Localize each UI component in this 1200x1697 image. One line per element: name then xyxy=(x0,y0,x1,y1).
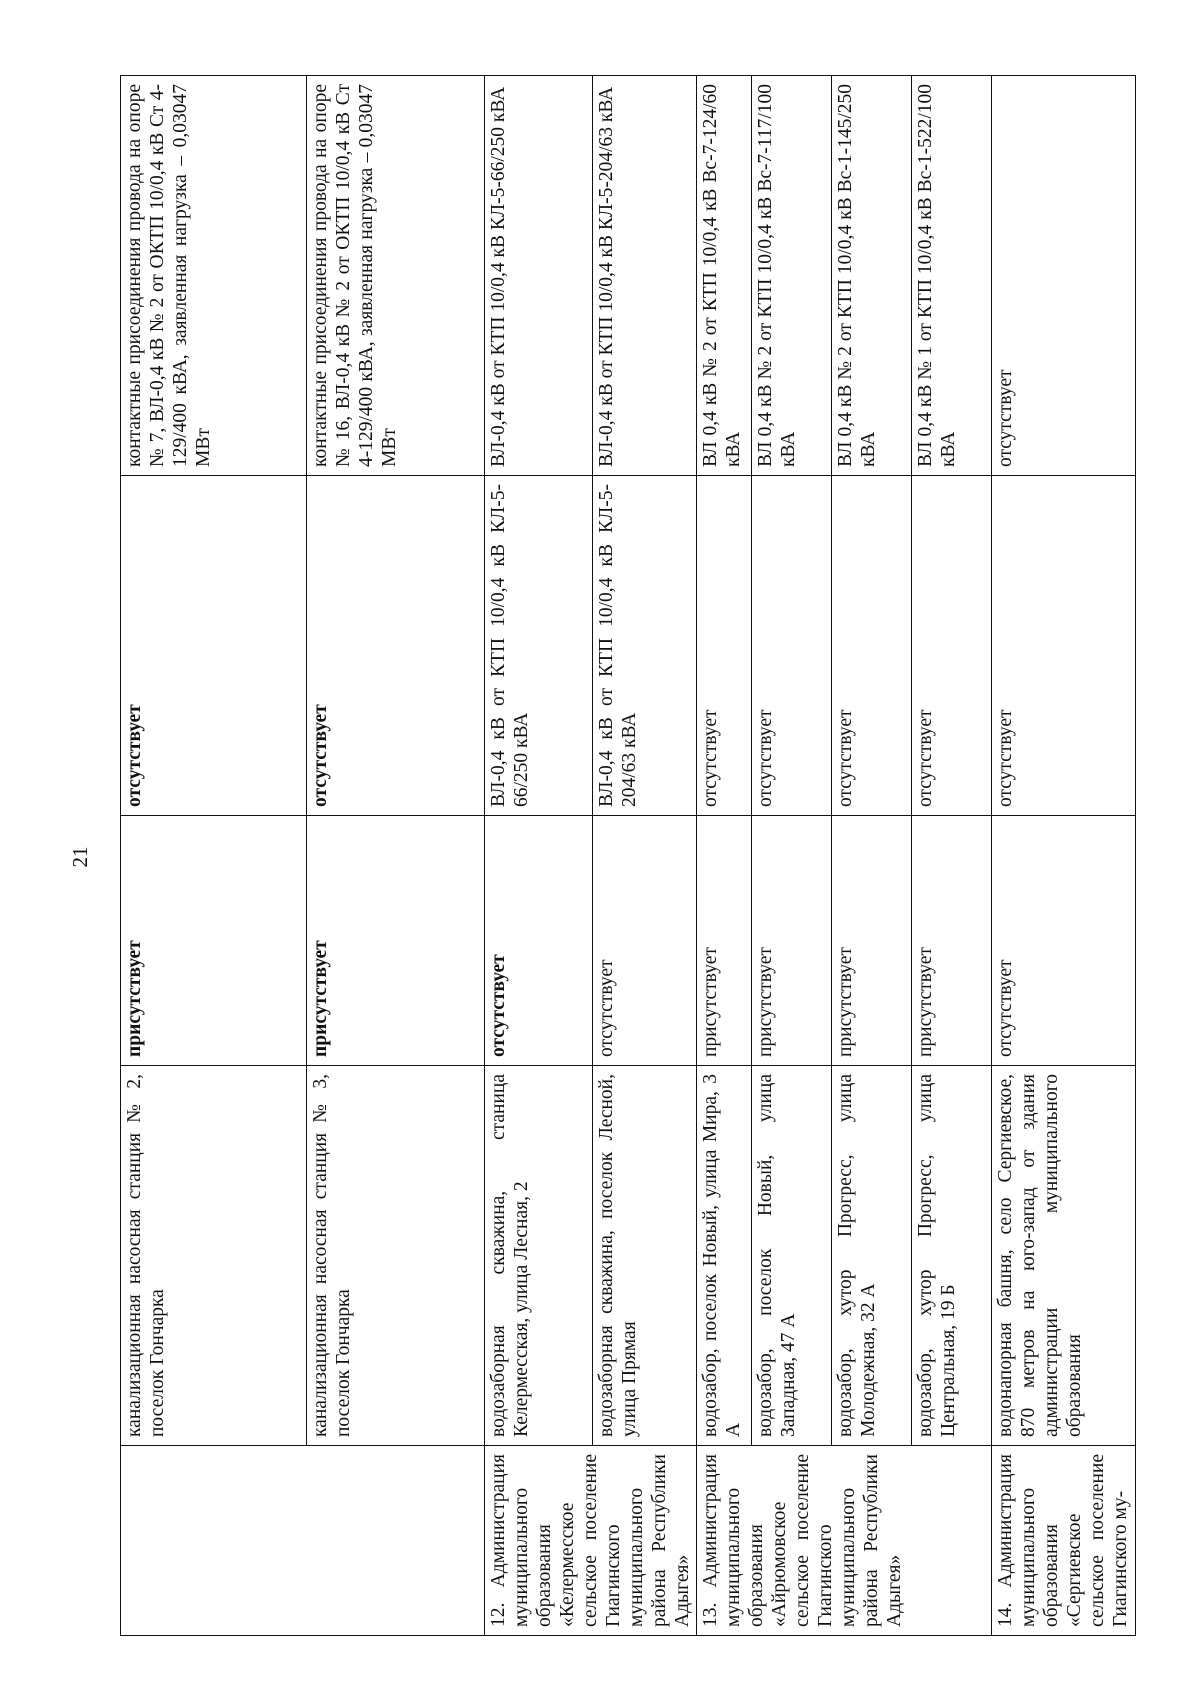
cell-contacts: контактные присоединения провода на опоре № 7, ВЛ-0,4 кВ № 2 от ОКТП 10/0,4 кВ Ст 4-129/400 кВА, заявленная нагрузка – 0,03047 МВт xyxy=(121,76,307,476)
cell-source-connection: отсутствует xyxy=(912,476,992,816)
cell-contacts: ВЛ 0,4 кВ № 1 от КТП 10/0,4 кВ Вс-1-522/100 кВА xyxy=(912,76,992,476)
cell-contacts: ВЛ-0,4 кВ от КТП 10/0,4 кВ КЛ-5-66/250 кВА xyxy=(485,76,593,476)
cell-object: водозаборная скважина, поселок Лесной, улица Прямая xyxy=(593,1066,697,1446)
table-row xyxy=(832,76,912,1636)
cell-source-connection: отсутствует xyxy=(992,476,1136,816)
table-row xyxy=(121,76,307,1636)
table-row xyxy=(307,76,485,1636)
cell-org: 13. Администрация муниципального образования «Айрюмовское сельское поселение Гиагинского муниципального района Республики Адыгея» xyxy=(697,1446,992,1636)
cell-presence: отсутствует xyxy=(485,816,593,1066)
cell-contacts: контактные присоединения провода на опоре № 16, ВЛ-0,4 кВ № 2 от ОКТП 10/0,4 кВ Ст 4-129/400 кВА, заявленная нагрузка – 0,03047 МВт xyxy=(307,76,485,476)
cell-object: водозаборная скважина, станица Келермесская, улица Лесная, 2 xyxy=(485,1066,593,1446)
cell-source-connection: отсутствует xyxy=(307,476,485,816)
cell-presence: отсутствует xyxy=(593,816,697,1066)
cell-object: водозабор, хутор Прогресс, улица Центральная, 19 Б xyxy=(912,1066,992,1446)
cell-presence: присутствует xyxy=(752,816,832,1066)
cell-source-connection: ВЛ-0,4 кВ от КТП 10/0,4 кВ КЛ-5-204/63 кВА xyxy=(593,476,697,816)
table-row xyxy=(912,76,992,1636)
cell-presence: отсутствует xyxy=(992,816,1136,1066)
cell-contacts: ВЛ-0,4 кВ от КТП 10/0,4 кВ КЛ-5-204/63 кВА xyxy=(593,76,697,476)
cell-source-connection: отсутствует xyxy=(697,476,752,816)
cell-contacts: ВЛ 0,4 кВ № 2 от КТП 10/0,4 кВ Вс-7-117/100 кВА xyxy=(752,76,832,476)
cell-object: канализационная насосная станция № 2, поселок Гончарка xyxy=(121,1066,307,1446)
cell-org: 14. Администрация муниципального образования «Сергиевское сельское поселение Гиагинского му- xyxy=(992,1446,1136,1636)
page-number: 21 xyxy=(68,846,92,868)
table-row xyxy=(593,76,697,1636)
table-row xyxy=(697,76,752,1636)
cell-presence: присутствует xyxy=(307,816,485,1066)
cell-presence: присутствует xyxy=(832,816,912,1066)
cell-org xyxy=(121,1446,485,1636)
cell-presence: присутствует xyxy=(121,816,307,1066)
cell-contacts: отсутствует xyxy=(992,76,1136,476)
cell-source-connection: ВЛ-0,4 кВ от КТП 10/0,4 кВ КЛ-5-66/250 кВА xyxy=(485,476,593,816)
cell-contacts: ВЛ 0,4 кВ № 2 от КТП 10/0,4 кВ Вс-7-124/60 кВА xyxy=(697,76,752,476)
cell-object: водозабор, поселок Новый, улица Западная, 47 А xyxy=(752,1066,832,1446)
table-row xyxy=(992,76,1136,1636)
cell-object: водозабор, поселок Новый, улица Мира, 3 А xyxy=(697,1066,752,1446)
cell-source-connection: отсутствует xyxy=(752,476,832,816)
data-table xyxy=(120,75,1136,1636)
table-row xyxy=(752,76,832,1636)
cell-object: водозабор, хутор Прогресс, улица Молодежная, 32 А xyxy=(832,1066,912,1446)
rotated-table-container xyxy=(120,76,1131,1636)
cell-org: 12. Администрация муниципального образования «Келермесское сельское поселение Гиагинского муниципального района Республики Адыгея» xyxy=(485,1446,697,1636)
cell-object: водонапорная башня, село Сергиевское, 870 метров на юго-запад от здания администрации муниципального образования xyxy=(992,1066,1136,1446)
cell-object: канализационная насосная станция № 3, поселок Гончарка xyxy=(307,1066,485,1446)
cell-source-connection: отсутствует xyxy=(832,476,912,816)
cell-presence: присутствует xyxy=(912,816,992,1066)
table-row xyxy=(485,76,593,1636)
cell-source-connection: отсутствует xyxy=(121,476,307,816)
cell-presence: присутствует xyxy=(697,816,752,1066)
cell-contacts: ВЛ 0,4 кВ № 2 от КТП 10/0,4 кВ Вс-1-145/250 кВА xyxy=(832,76,912,476)
